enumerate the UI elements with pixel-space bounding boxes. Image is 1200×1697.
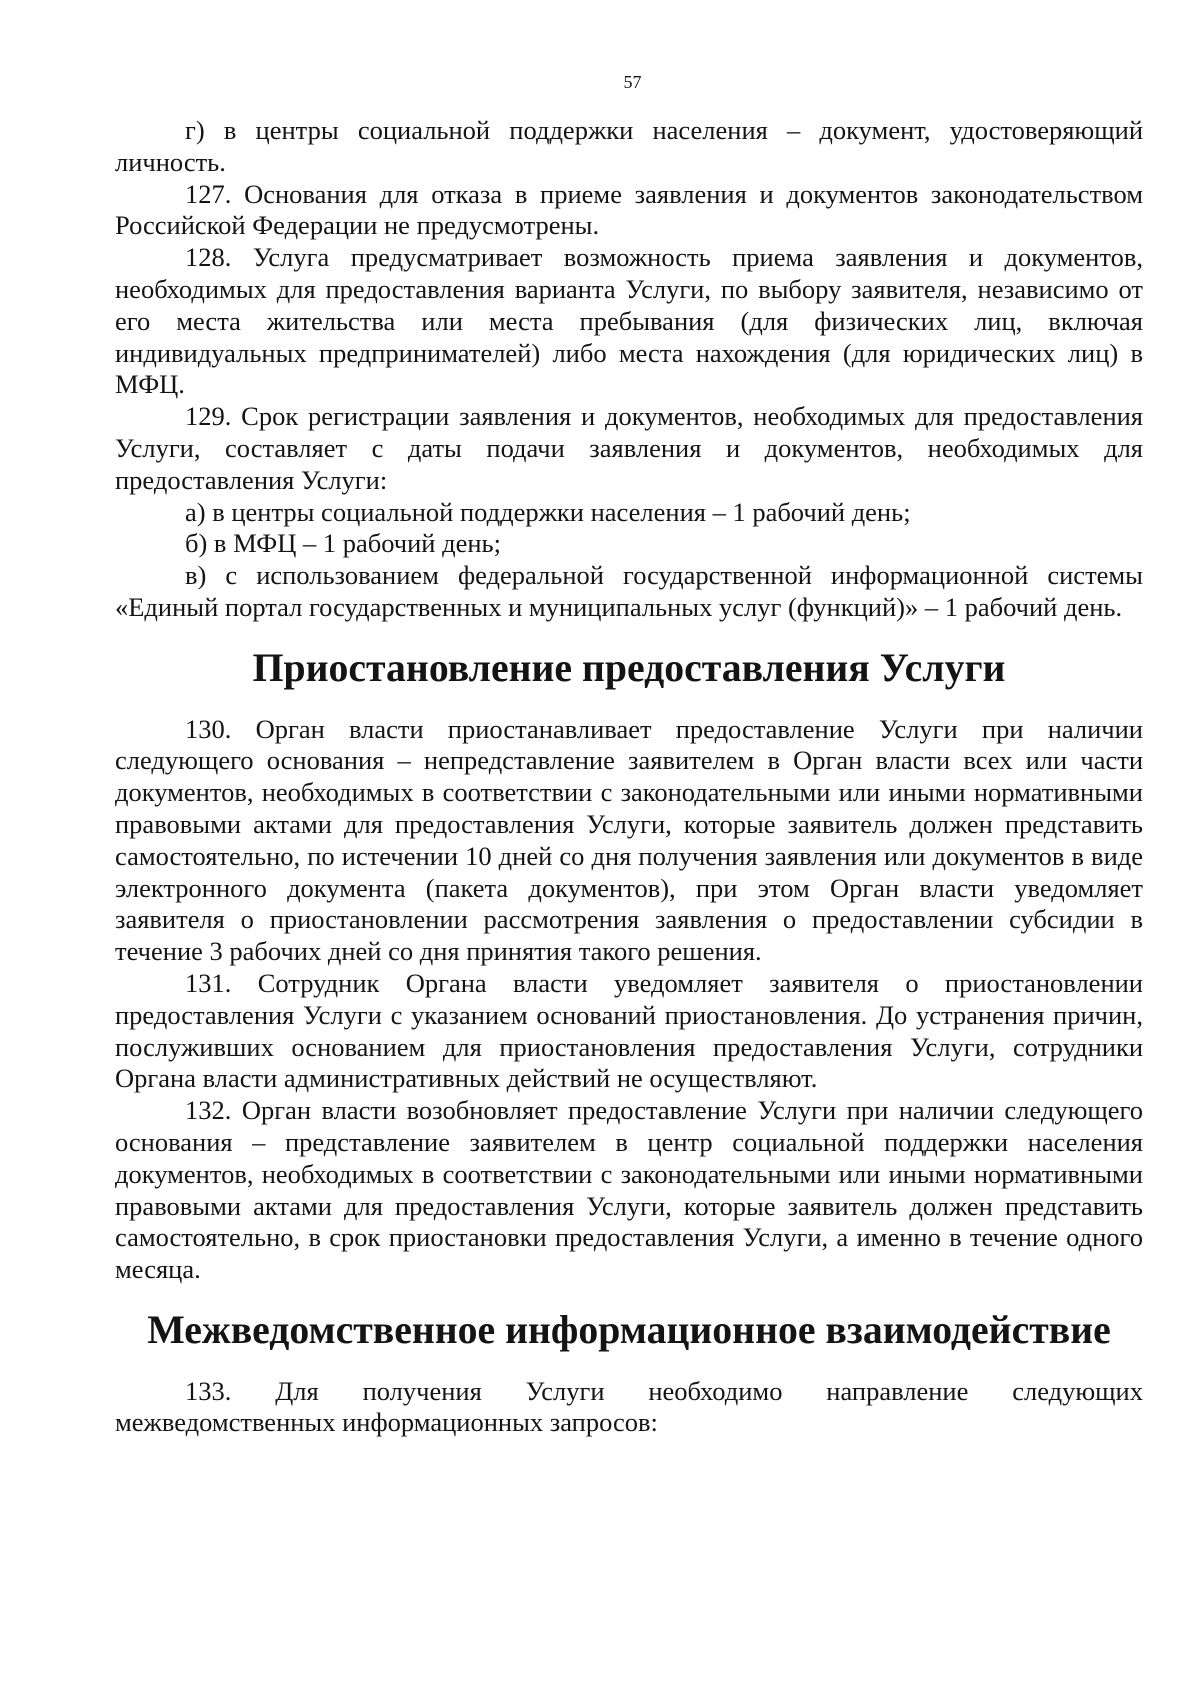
list-item-b-mfc: б) в МФЦ – 1 рабочий день; [185, 528, 501, 559]
paragraph-131-notification: 131. Сотрудник Органа власти уведомляет заявителя о приостановлении предоставления Услуги с указанием оснований приостановления. До устранения причин, послуживших основанием для приостановления предоставления Услуги, сотрудники Органа власти административных действий не осуществляют. [115, 967, 1143, 1094]
paragraph-127-refusal-grounds: 127. Основания для отказа в приеме заявления и документов законодательством Российской Федерации не предусмотрены. [115, 178, 1143, 241]
paragraph-item-g-identity-document: г) в центры социальной поддержки населения – документ, удостоверяющий личность. [115, 115, 1143, 177]
paragraph-128-mfc-reception: 128. Услуга предусматривает возможность приема заявления и документов, необходимых для предоставления варианта Услуги, по выбору заявителя, независимо от его места жительства или места пребывания (для физических лиц, включая индивидуальных предпринимателей) либо места нахождения (для юридических лиц) в МФЦ. [115, 242, 1143, 400]
page-number: 57 [623, 72, 642, 92]
paragraph-132-resumption: 132. Орган власти возобновляет предоставление Услуги при наличии следующего основания – представление заявителем в центр социальной поддержки населения документов, необходимых в соответствии с законодательными или иными нормативными правовыми актами для предоставления Услуги, которые заявитель должен представить самостоятельно, в срок приостановки предоставления Услуги, а именно в течение одного месяца. [115, 1095, 1143, 1285]
paragraph-129-registration-term: 129. Срок регистрации заявления и документов, необходимых для предоставления Услуги, составляет с даты подачи заявления и документов, необходимых для предоставления Услуги: [115, 401, 1143, 495]
section-heading-interagency-interaction: Межведомственное информационное взаимодействие [147, 1307, 1111, 1352]
document-body [115, 115, 1143, 1439]
list-item-v-federal-portal: в) с использованием федеральной государственной информационной системы «Единый портал государственных и муниципальных услуг (функций)» – 1 рабочий день. [115, 560, 1143, 622]
list-item-a-social-centers: а) в центры социальной поддержки населения – 1 рабочий день; [185, 496, 911, 527]
paragraph-130-suspension-grounds: 130. Орган власти приостанавливает предоставление Услуги при наличии следующего основания – непредставление заявителем в Орган власти всех или части документов, необходимых в соответствии с законодательными или иными нормативными правовыми актами для предоставления Услуги, которые заявитель должен представить самостоятельно, по истечении 10 дней со дня получения заявления или документов в виде электронного документа (пакета документов), при этом Орган власти уведомляет заявителя о приостановлении рассмотрения заявления о предоставлении субсидии в течение 3 рабочих дней со дня принятия такого решения. [115, 713, 1143, 967]
section-heading-suspension: Приостановление предоставления Услуги [252, 645, 1006, 690]
paragraph-133-interagency-requests: 133. Для получения Услуги необходимо направление следующих межведомственных информационных запросов: [115, 1375, 1143, 1438]
